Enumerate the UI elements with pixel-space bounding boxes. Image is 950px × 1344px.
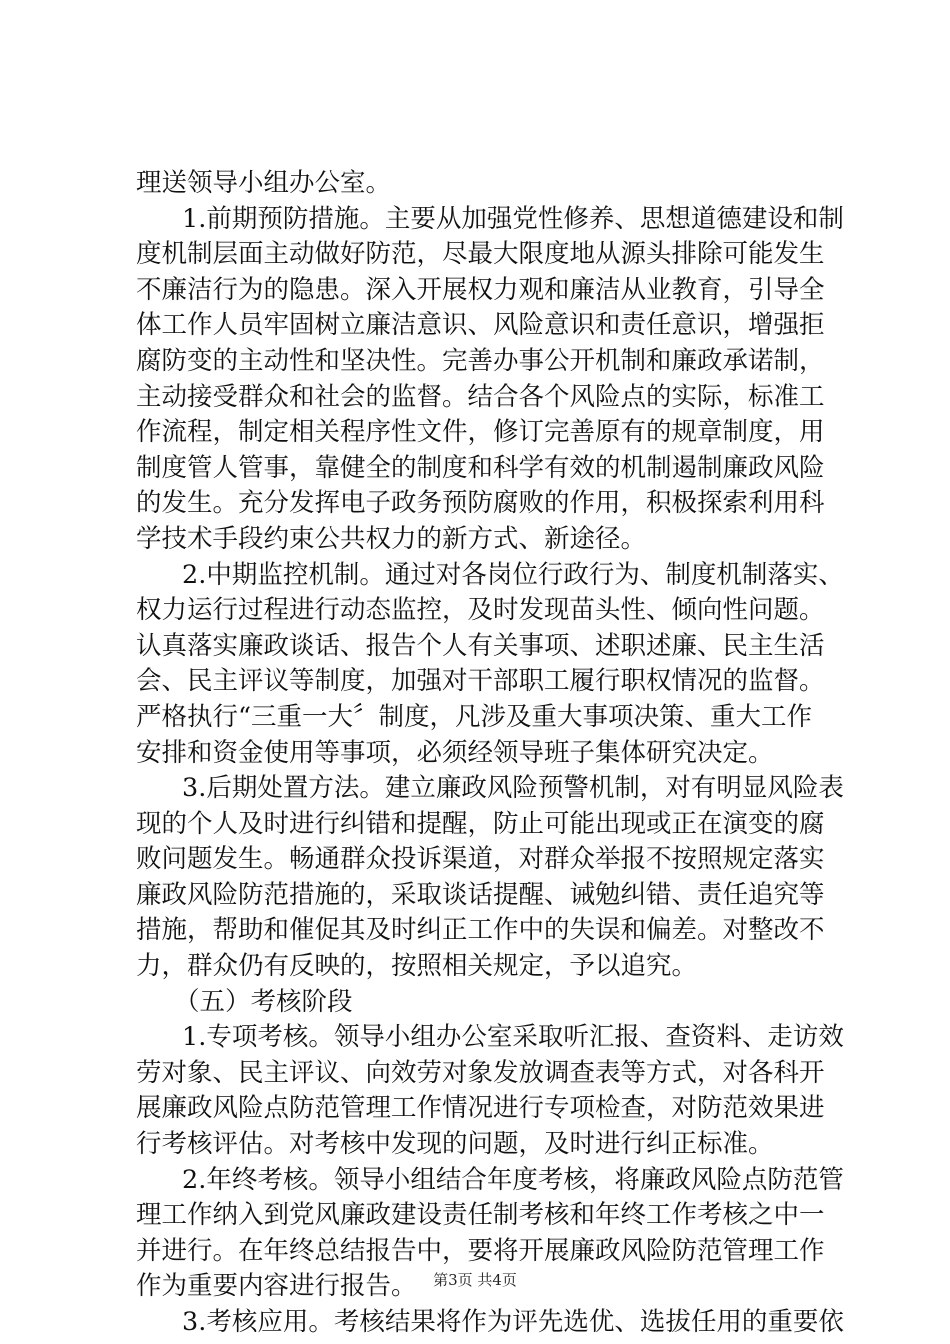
page-footer: 第3页 共4页 xyxy=(433,1271,517,1289)
text-line: 并进行。在年终总结报告中，要将开展廉政风险防范管理工作 xyxy=(136,1235,825,1266)
text-line: 作为重要内容进行报告。 xyxy=(136,1271,417,1302)
text-line: 1.专项考核。领导小组办公室采取听汇报、查资料、走访效 xyxy=(182,1022,844,1053)
text-line: 劳对象、民主评议、向效劳对象发放调查表等方式，对各科开 xyxy=(136,1057,825,1088)
text-line: 展廉政风险点防范管理工作情况进行专项检查，对防范效果进 xyxy=(136,1093,825,1124)
text-line: 3.考核应用。考核结果将作为评先选优、选拔任用的重要依 xyxy=(182,1307,844,1337)
text-line: 2.中期监控机制。通过对各岗位行政行为、制度机制落实、 xyxy=(182,559,844,590)
text-line: 败问题发生。畅通群众投诉渠道，对群众举报不按照规定落实 xyxy=(136,844,825,875)
text-line: 学技术手段约束公共权力的新方式、新途径。 xyxy=(136,523,647,554)
text-line: 腐防变的主动性和坚决性。完善办事公开机制和廉政承诺制， xyxy=(136,345,825,376)
text-line: 权力运行过程进行动态监控，及时发现苗头性、倾向性问题。 xyxy=(136,595,825,626)
text-line: 安排和资金使用等事项，必须经领导班子集体研究决定。 xyxy=(136,737,774,768)
text-line: 不廉洁行为的隐患。深入开展权力观和廉洁从业教育，引导全 xyxy=(136,274,825,305)
text-line: 理工作纳入到党风廉政建设责任制考核和年终工作考核之中一 xyxy=(136,1200,825,1231)
text-line: 的发生。充分发挥电子政务预防腐败的作用，积极探索利用科 xyxy=(136,488,825,519)
text-line: 认真落实廉政谈话、报告个人有关事项、述职述廉、民主生活 xyxy=(136,630,825,661)
text-line: 2.年终考核。领导小组结合年度考核，将廉政风险点防范管 xyxy=(182,1164,844,1195)
text-line: 现的个人及时进行纠错和提醒，防止可能出现或正在演变的腐 xyxy=(136,808,825,839)
text-line: 作流程，制定相关程序性文件，修订完善原有的规章制度，用 xyxy=(136,417,825,448)
text-line: 体工作人员牢固树立廉洁意识、风险意识和责任意识，增强拒 xyxy=(136,310,825,341)
text-line: 廉政风险防范措施的，采取谈话提醒、诫勉纠错、责任追究等 xyxy=(136,879,825,910)
text-line: 制度管人管事，靠健全的制度和科学有效的机制遏制廉政风险 xyxy=(136,452,825,483)
text-line: 措施，帮助和催促其及时纠正工作中的失误和偏差。对整改不 xyxy=(136,915,825,946)
text-line: 3.后期处置方法。建立廉政风险预警机制，对有明显风险表 xyxy=(182,773,844,804)
text-line: 主动接受群众和社会的监督。结合各个风险点的实际，标准工 xyxy=(136,381,825,412)
document-body xyxy=(136,166,844,1341)
section-heading: （五）考核阶段 xyxy=(174,986,353,1017)
text-line: 行考核评估。对考核中发现的问题，及时进行纠正标准。 xyxy=(136,1129,774,1160)
text-line: 度机制层面主动做好防范，尽最大限度地从源头排除可能发生 xyxy=(136,239,825,270)
text-line: 力，群众仍有反映的，按照相关规定，予以追究。 xyxy=(136,951,698,982)
text-line: 严格执行“三重一大〞制度，凡涉及重大事项决策、重大工作 xyxy=(136,701,813,732)
text-line: 理送领导小组办公室。 xyxy=(136,168,392,198)
text-line: 1.前期预防措施。主要从加强党性修养、思想道德建设和制 xyxy=(182,203,844,234)
text-line: 会、民主评议等制度，加强对干部职工履行职权情况的监督。 xyxy=(136,666,825,697)
